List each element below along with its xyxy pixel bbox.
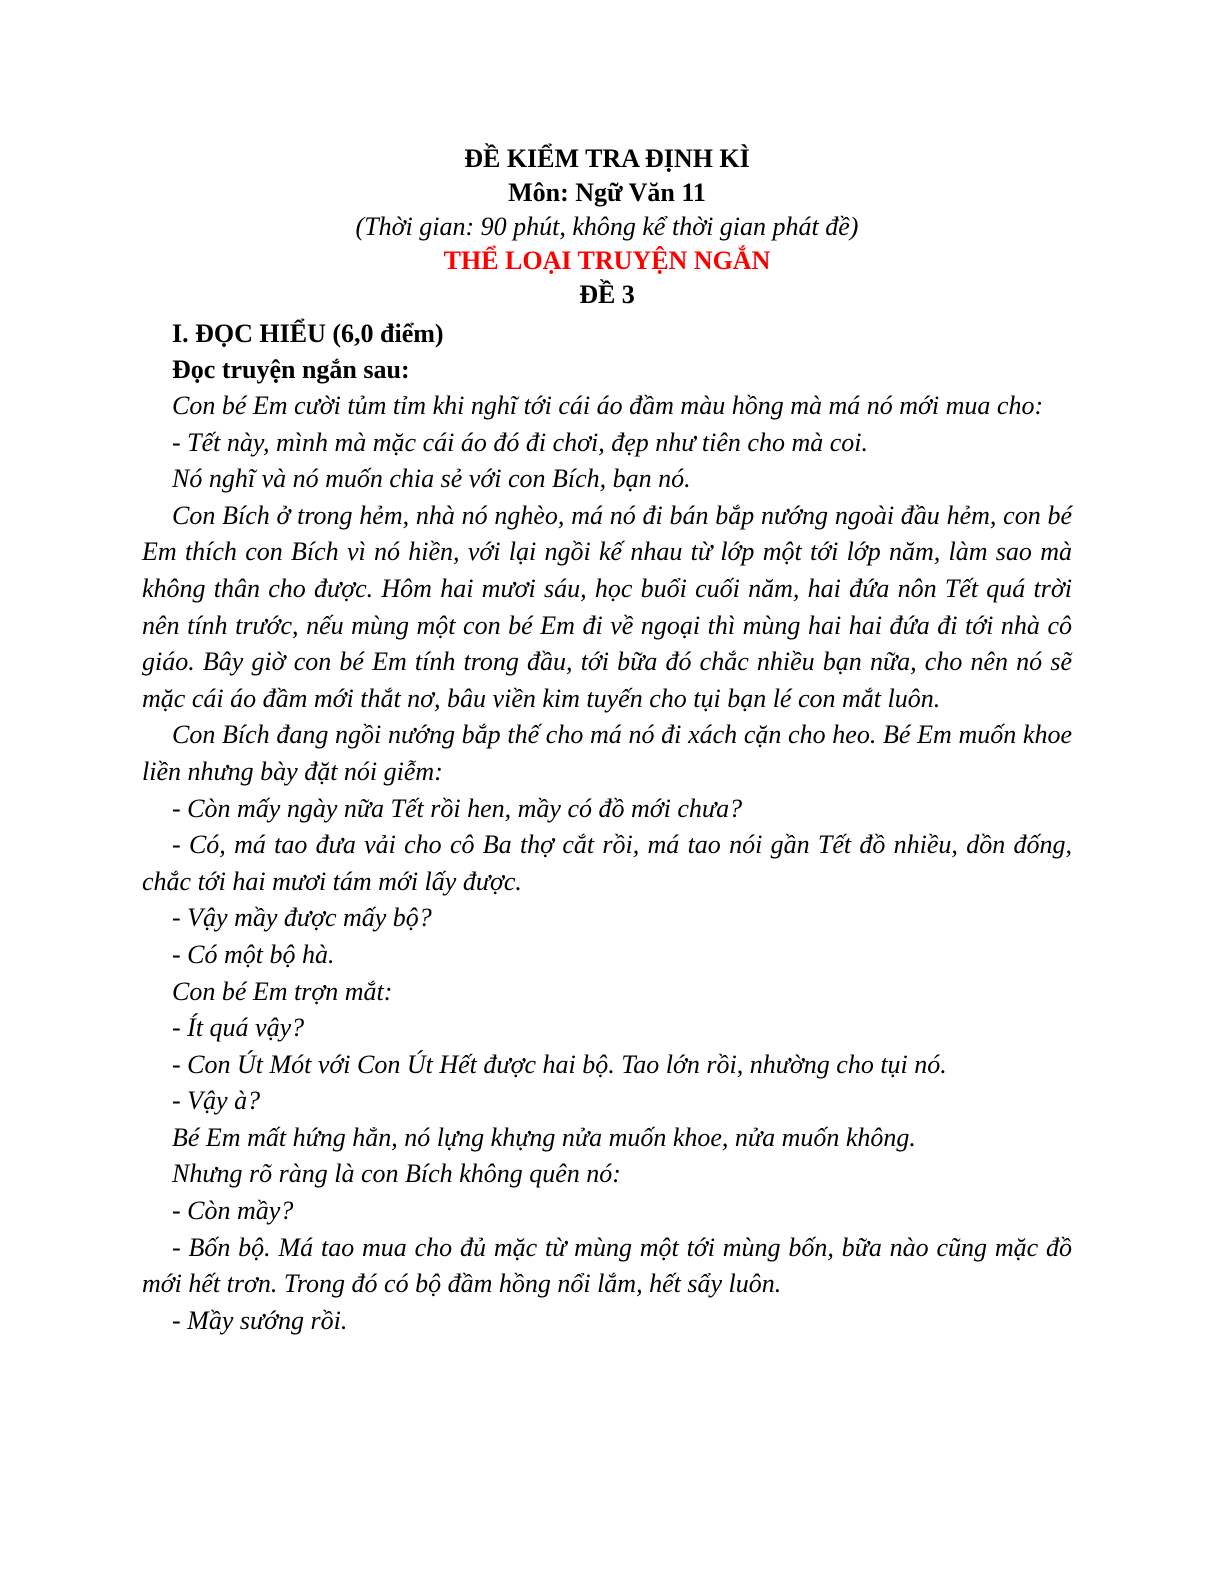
story-text (142, 388, 1072, 1339)
story-paragraph: - Con Út Mót với Con Út Hết được hai bộ. Tao lớn rồi, nhường cho tụi nó. (172, 1049, 947, 1079)
story-paragraph: - Tết này, mình mà mặc cái áo đó đi chơi, đẹp như tiên cho mà coi. (172, 427, 868, 457)
story-paragraph: Nó nghĩ và nó muốn chia sẻ với con Bích, bạn nó. (172, 464, 691, 494)
story-paragraph: Bé Em mất hứng hẳn, nó lựng khựng nửa muốn khoe, nửa muốn không. (172, 1122, 916, 1152)
story-paragraph: - Còn mấy ngày nữa Tết rồi hen, mầy có đồ mới chưa? (172, 793, 743, 823)
story-paragraph: - Có một bộ hà. (172, 939, 335, 969)
section-heading: I. ĐỌC HIỂU (6,0 điểm) (172, 319, 444, 348)
exam-genre: THỂ LOẠI TRUYỆN NGẮN (443, 246, 771, 275)
exam-title: ĐỀ KIỂM TRA ĐỊNH KÌ (464, 144, 750, 173)
story-paragraph: Con bé Em trợn mắt: (172, 976, 393, 1006)
story-paragraph: Con Bích ở trong hẻm, nhà nó nghèo, má nó đi bán bắp nướng ngoài đầu hẻm, con bé Em thích con Bích vì nó hiền, với lại ngồi kế nhau từ lớp một tới lớp năm, làm sao mà không thân cho được. Hôm hai mươi sáu, học buổi cuối năm, hai đứa nôn Tết quá trời nên tính trước, nếu mùng một con bé Em đi về ngoại thì mùng hai hai đứa đi tới nhà cô giáo. Bây giờ con bé Em tính trong đầu, tới bữa đó chắc nhiều bạn nữa, cho nên nó sẽ mặc cái áo đầm mới thắt nơ, bâu viền kim tuyến cho tụi bạn lé con mắt luôn. (142, 500, 1072, 713)
story-paragraph: Nhưng rõ ràng là con Bích không quên nó: (172, 1159, 621, 1189)
story-paragraph: - Bốn bộ. Má tao mua cho đủ mặc từ mùng một tới mùng bốn, bữa nào cũng mặc đồ mới hết trơn. Trong đó có bộ đầm hồng nổi lắm, hết sẩy luôn. (142, 1232, 1072, 1299)
story-paragraph: - Vậy mầy được mấy bộ? (172, 903, 432, 933)
exam-time-note: (Thời gian: 90 phút, không kể thời gian phát đề) (355, 212, 859, 241)
story-paragraph: Con Bích đang ngồi nướng bắp thế cho má nó đi xách cặn cho heo. Bé Em muốn khoe liền nhưng bày đặt nói giễm: (142, 720, 1072, 786)
story-paragraph: - Ít quá vậy? (172, 1013, 305, 1043)
exam-number: ĐỀ 3 (579, 280, 635, 309)
story-paragraph: - Vậy à? (172, 1086, 261, 1116)
story-paragraph: - Mầy sướng rồi. (172, 1305, 348, 1335)
document-page (142, 142, 1072, 1339)
reading-instruction: Đọc truyện ngắn sau: (172, 355, 410, 384)
story-paragraph: - Còn mầy? (172, 1196, 294, 1226)
exam-subject: Môn: Ngữ Văn 11 (508, 178, 706, 207)
story-paragraph: Con bé Em cười tủm tỉm khi nghĩ tới cái áo đầm màu hồng mà má nó mới mua cho: (172, 391, 1044, 420)
story-paragraph: - Có, má tao đưa vải cho cô Ba thợ cắt rồi, má tao nói gần Tết đồ nhiều, dồn đống, chắc tới hai mươi tám mới lấy được. (142, 830, 1072, 896)
